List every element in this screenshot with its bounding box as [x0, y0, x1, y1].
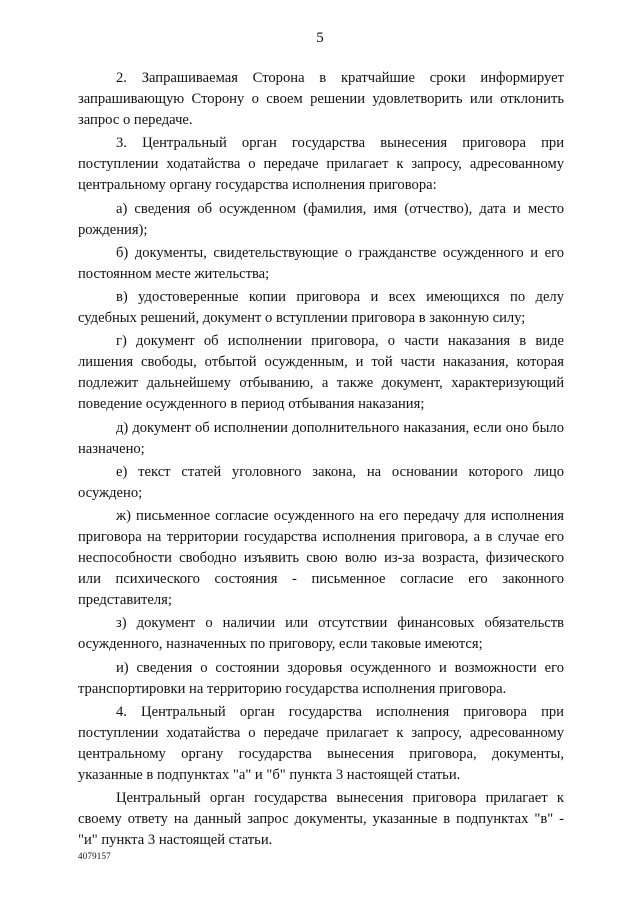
paragraph-4: 4. Центральный орган государства исполнения приговора при поступлении ходатайства о передаче прилагает к запросу, адресованному центральному органу государства вынесения приговора, документы, указанные в подпунктах "а" и "б" пункта 3 настоящей статьи. — [78, 703, 564, 783]
paragraph-3e: е) текст статей уголовного закона, на основании которого лицо осуждено; — [78, 463, 564, 501]
document-body — [78, 68, 564, 853]
paragraph-3b: б) документы, свидетельствующие о гражданстве осужденного и его постоянном месте жительства; — [78, 244, 564, 282]
document-code: 4079157 — [78, 851, 111, 861]
paragraph-3-intro: 3. Центральный орган государства вынесения приговора при поступлении ходатайства о передаче прилагает к запросу, адресованному центральному органу государства исполнения приговора: — [78, 135, 564, 194]
paragraph-3a: а) сведения об осужденном (фамилия, имя (отчество), дата и место рождения); — [78, 200, 564, 238]
paragraph-3v: в) удостоверенные копии приговора и всех имеющихся по делу судебных решений, документ о вступлении приговора в законную силу; — [78, 288, 564, 327]
paragraph-4-closing: Центральный орган государства вынесения приговора прилагает к своему ответу на данный запрос документы, указанные в подпунктах "в" - "и" пункта 3 настоящей статьи. — [78, 790, 564, 849]
paragraph-3g: г) документ об исполнении приговора, о части наказания в виде лишения свободы, отбытой осужденным, и той части наказания, которая подлежит дальнейшему отбыванию, а также документ, характеризующий поведение осужденного в период отбывания наказания; — [78, 333, 564, 413]
paragraph-3zh: ж) письменное согласие осужденного на его передачу для исполнения приговора на территории государства исполнения приговора, а в случае его неспособности свободно изъявить свою волю из-за возраста, физического или психического состояния - письменное согласие его законного представителя; — [78, 507, 564, 609]
page-number: 5 — [316, 30, 324, 46]
paragraph-3z: з) документ о наличии или отсутствии финансовых обязательств осужденного, назначенных по приговору, если таковые имеются; — [78, 615, 564, 653]
paragraph-3i: и) сведения о состоянии здоровья осужденного и возможности его транспортировки на территорию государства исполнения приговора. — [78, 659, 564, 697]
paragraph-3d: д) документ об исполнении дополнительного наказания, если оно было назначено; — [78, 419, 564, 457]
paragraph-2-response: 2. Запрашиваемая Сторона в кратчайшие сроки информирует запрашивающую Сторону о своем решении удовлетворить или отклонить запрос о передаче. — [78, 70, 564, 129]
